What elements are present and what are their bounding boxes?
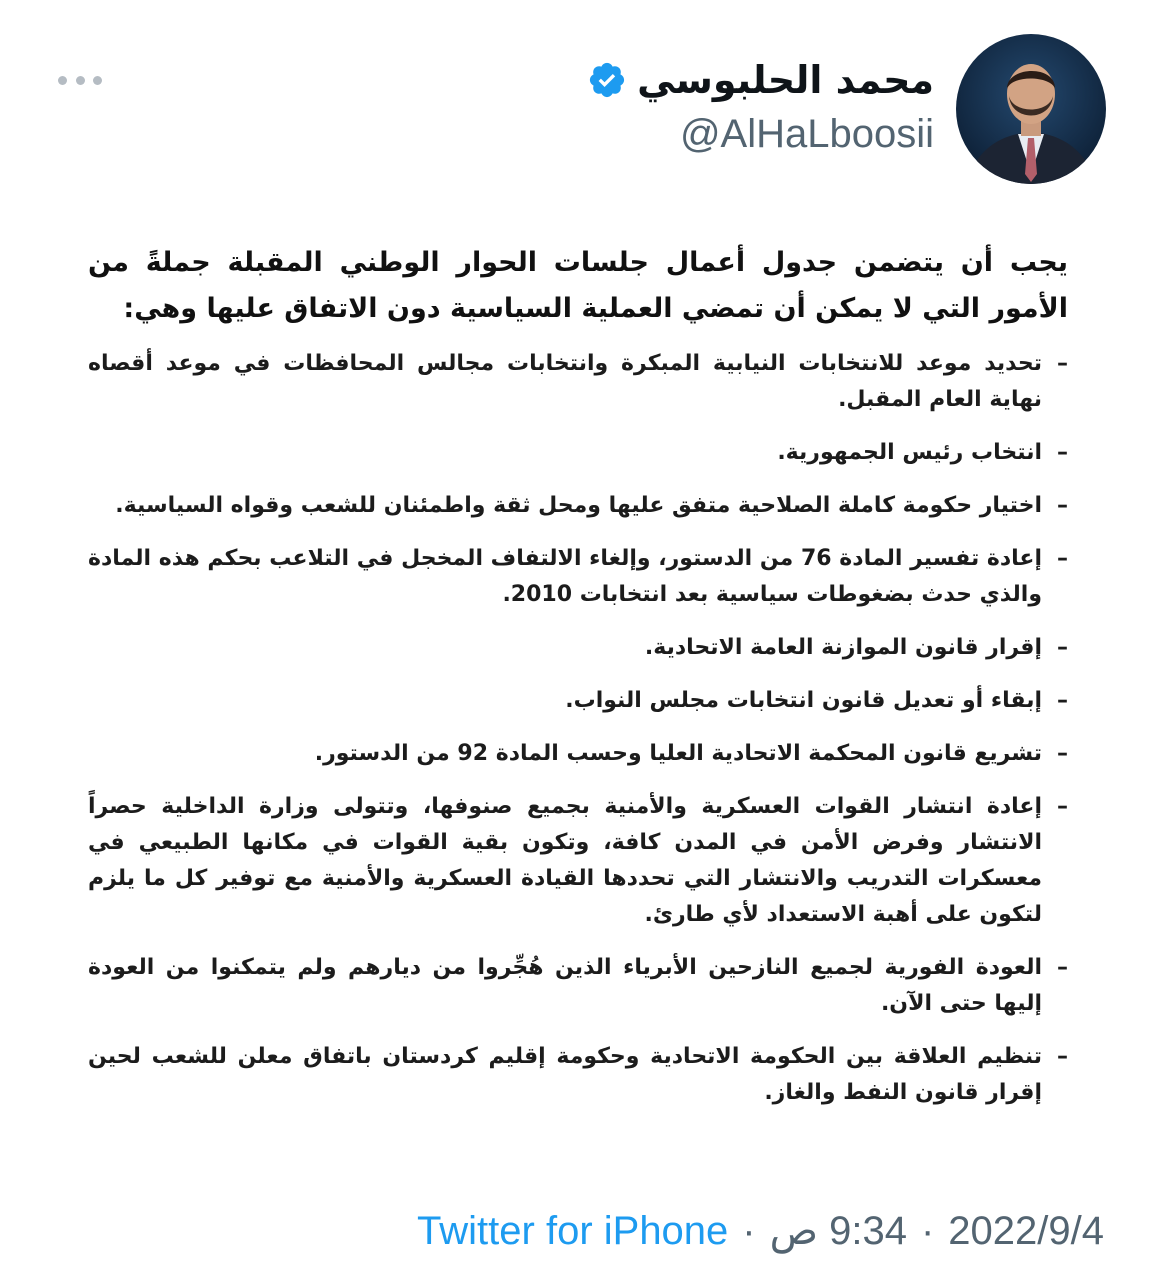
- tweet-date[interactable]: 2022/9/4: [948, 1208, 1104, 1253]
- list-item-text: إعادة انتشار القوات العسكرية والأمنية بجميع صنوفها، وتتولى وزارة الداخلية حصراً الانتشار وفرض الأمن في المدن كافة، وتكون بقية القوات في مكانها الطبيعي في معسكرات التدريب والانتشار التي تحددها القيادة العسكرية والأمنية مع توفير كل ما يلزم لتكون على أهبة الاستعداد لأي طارئ.: [88, 794, 1042, 927]
- list-dash: –: [1057, 635, 1068, 660]
- list-dash: –: [1057, 1044, 1068, 1069]
- meta-separator: ·: [920, 1208, 935, 1253]
- list-dash: –: [1057, 955, 1068, 980]
- author-name-row: [414, 50, 934, 110]
- list-item: [88, 435, 1068, 471]
- list-item: [88, 683, 1068, 719]
- list-item: [88, 789, 1068, 933]
- list-item-text: تنظيم العلاقة بين الحكومة الاتحادية وحكومة إقليم كردستان باتفاق معلن للشعب لحين إقرار قانون النفط والغاز.: [88, 1044, 1042, 1105]
- list-item: [88, 1039, 1068, 1111]
- list-item: [88, 541, 1068, 613]
- list-item-text: تشريع قانون المحكمة الاتحادية العليا وحسب المادة 92 من الدستور.: [314, 741, 1042, 766]
- more-options-button[interactable]: [58, 62, 102, 98]
- statement-intro: يجب أن يتضمن جدول أعمال جلسات الحوار الوطني المقبلة جملةً من الأمور التي لا يمكن أن تمضي العملية السياسية دون الاتفاق عليها وهي:: [88, 247, 1068, 324]
- list-dash: –: [1057, 546, 1068, 571]
- demands-list: [88, 346, 1068, 1111]
- tweet-time[interactable]: 9:34 ص: [769, 1209, 907, 1253]
- list-dash: –: [1057, 493, 1068, 518]
- statement-text: [88, 240, 1068, 1111]
- ellipsis-dot: [93, 76, 102, 85]
- list-dash: –: [1057, 741, 1068, 766]
- author-handle[interactable]: @AlHaLboosii: [679, 112, 934, 156]
- list-dash: –: [1057, 351, 1068, 376]
- list-item-text: اختيار حكومة كاملة الصلاحية متفق عليها ومحل ثقة واطمئنان للشعب وقواه السياسية.: [115, 493, 1042, 518]
- ellipsis-dot: [76, 76, 85, 85]
- list-dash: –: [1057, 440, 1068, 465]
- list-item: [88, 736, 1068, 772]
- list-item-text: إقرار قانون الموازنة العامة الاتحادية.: [644, 635, 1042, 660]
- list-item: [88, 346, 1068, 418]
- list-item-text: إعادة تفسير المادة 76 من الدستور، وإلغاء الالتفاف المخجل في التلاعب بحكم هذه المادة والذي حدث بضغوطات سياسية بعد انتخابات 2010.: [88, 546, 1043, 607]
- list-item: [88, 950, 1068, 1022]
- meta-separator: ·: [742, 1208, 756, 1253]
- author-identity: [414, 50, 934, 157]
- list-item-text: إبقاء أو تعديل قانون انتخابات مجلس النواب.: [565, 688, 1042, 713]
- list-item: [88, 488, 1068, 524]
- verified-badge-icon: [587, 60, 627, 100]
- author-display-name[interactable]: محمد الحلبوسي: [637, 58, 934, 102]
- ellipsis-icon: [58, 76, 67, 85]
- list-item-text: العودة الفورية لجميع النازحين الأبرياء الذين هُجِّروا من ديارهم ولم يتمكنوا من العودة إليها حتى الآن.: [88, 955, 1042, 1016]
- list-item: [88, 630, 1068, 666]
- tweet-source-link[interactable]: Twitter for iPhone: [417, 1208, 729, 1253]
- avatar[interactable]: [956, 34, 1106, 184]
- list-item-text: انتخاب رئيس الجمهورية.: [777, 440, 1042, 465]
- profile-photo-icon: [956, 34, 1106, 184]
- list-dash: –: [1057, 688, 1068, 713]
- list-item-text: تحديد موعد للانتخابات النيابية المبكرة وانتخابات مجالس المحافظات في موعد أقصاه نهاية العام المقبل.: [88, 351, 1042, 412]
- tweet-meta: [417, 1208, 1104, 1254]
- list-dash: –: [1057, 794, 1068, 819]
